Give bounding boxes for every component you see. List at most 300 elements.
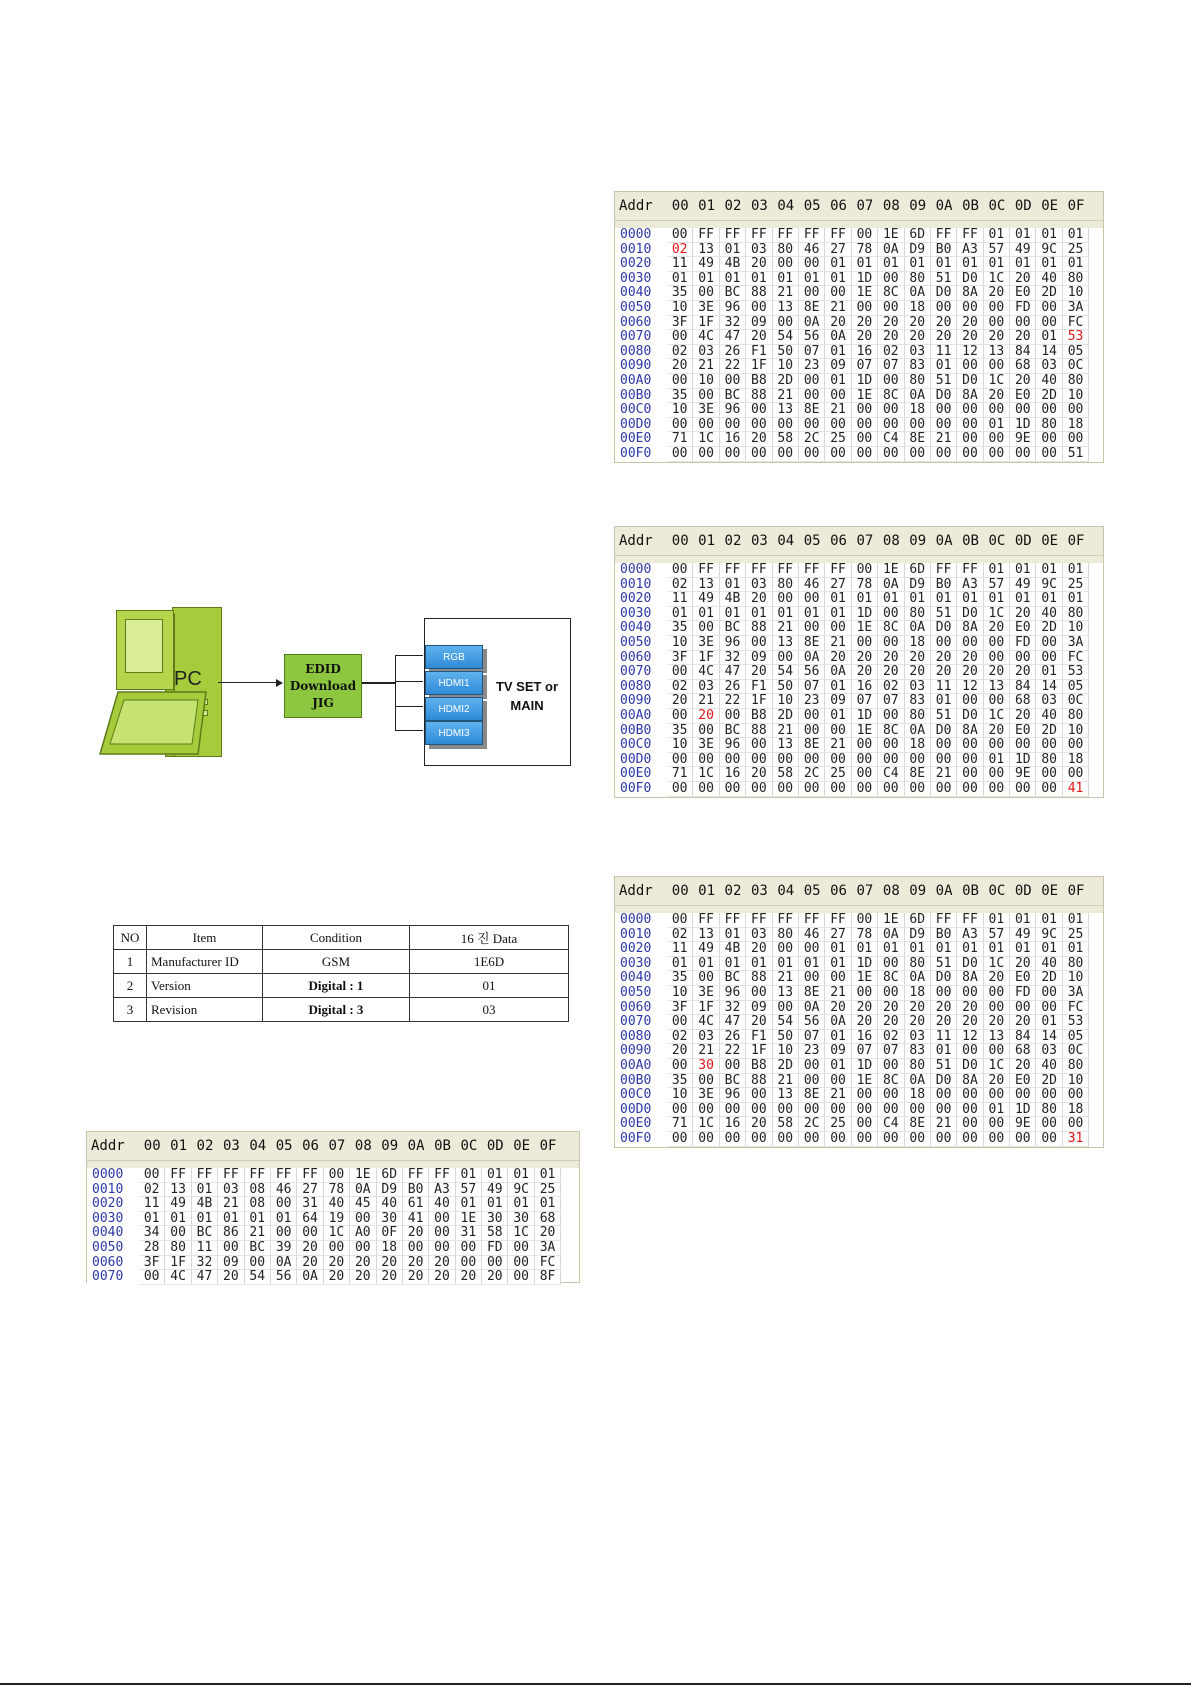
hex-byte: 12 xyxy=(957,680,983,695)
hex-byte: 07 xyxy=(799,1030,825,1045)
hex-row xyxy=(615,257,1103,272)
column-header: 08 xyxy=(882,883,900,899)
hex-byte: 54 xyxy=(773,665,799,680)
hex-byte: 07 xyxy=(852,1044,878,1059)
hex-byte: 20 xyxy=(1010,374,1036,389)
hex-byte: 13 xyxy=(693,928,719,943)
hex-byte: 56 xyxy=(799,1015,825,1030)
hex-byte: 4C xyxy=(693,665,719,680)
hex-byte: 8A xyxy=(957,1074,983,1089)
hex-byte: 10 xyxy=(1063,1074,1089,1089)
column-header: 0B xyxy=(962,883,979,899)
column-header: 02 xyxy=(196,1138,214,1154)
addr-header: Addr xyxy=(619,883,653,899)
hex-byte: 00 xyxy=(667,1015,693,1030)
hex-byte: 13 xyxy=(773,636,799,651)
hex-byte: 1F xyxy=(693,651,719,666)
hex-byte: 00 xyxy=(852,418,878,433)
hex-row xyxy=(87,1212,579,1227)
hex-byte: 00 xyxy=(878,753,904,768)
hex-byte: 4B xyxy=(720,592,746,607)
hex-row xyxy=(615,651,1103,666)
row-address: 00A0 xyxy=(615,709,667,724)
hex-byte: 01 xyxy=(693,607,719,622)
hex-byte: FF xyxy=(799,563,825,578)
column-header: 05 xyxy=(803,533,821,549)
hex-byte: 3F xyxy=(667,651,693,666)
hex-row xyxy=(615,680,1103,695)
hex-byte: 8E xyxy=(799,738,825,753)
hex-byte: 10 xyxy=(667,1088,693,1103)
hex-row xyxy=(615,1088,1103,1103)
hex-byte: FF xyxy=(192,1168,218,1183)
hex-byte: 00 xyxy=(773,782,799,797)
hex-byte: FC xyxy=(1063,651,1089,666)
hex-byte: 00 xyxy=(931,636,957,651)
hex-byte: 61 xyxy=(403,1197,429,1212)
hex-byte: 2D xyxy=(1036,389,1062,404)
hex-byte: 20 xyxy=(1010,665,1036,680)
row-address: 0040 xyxy=(87,1226,139,1241)
hex-byte: 00 xyxy=(984,1132,1010,1147)
hex-byte: 00 xyxy=(1036,782,1062,797)
hex-byte: 11 xyxy=(931,345,957,360)
hex-byte: 1C xyxy=(984,374,1010,389)
hex-byte: 09 xyxy=(825,359,851,374)
hex-byte: 01 xyxy=(878,942,904,957)
hex-byte: 20 xyxy=(931,1015,957,1030)
hex-byte: 08 xyxy=(245,1183,271,1198)
hex-byte: 00 xyxy=(878,1088,904,1103)
hex-byte: 20 xyxy=(1010,272,1036,287)
hex-byte: 00 xyxy=(905,1132,931,1147)
hex-byte: 00 xyxy=(957,432,983,447)
hex-byte: E0 xyxy=(1010,724,1036,739)
hex-byte: 20 xyxy=(984,971,1010,986)
hex-byte: 01 xyxy=(1063,257,1089,272)
hex-byte: 11 xyxy=(931,1030,957,1045)
hex-byte: 1D xyxy=(1010,753,1036,768)
hex-byte: 00 xyxy=(931,447,957,462)
hex-byte: 00 xyxy=(350,1241,376,1256)
hex-byte: 01 xyxy=(1010,228,1036,243)
hex-byte: 20 xyxy=(984,1074,1010,1089)
hex-byte: 1F xyxy=(746,359,772,374)
hex-byte: 31 xyxy=(1063,1132,1089,1147)
hex-byte: 00 xyxy=(957,1117,983,1132)
hex-byte: FC xyxy=(1063,316,1089,331)
hex-byte: 20 xyxy=(852,1001,878,1016)
hex-byte: 01 xyxy=(852,592,878,607)
pc-label: PC xyxy=(174,668,202,690)
hex-byte: 20 xyxy=(1010,957,1036,972)
hex-row xyxy=(615,1015,1103,1030)
hex-byte: 00 xyxy=(878,447,904,462)
hex-byte: 00 xyxy=(984,738,1010,753)
hex-byte: 00 xyxy=(746,753,772,768)
hex-row xyxy=(615,359,1103,374)
hex-byte: 00 xyxy=(957,636,983,651)
hex-byte: 20 xyxy=(377,1256,403,1271)
hex-row xyxy=(615,286,1103,301)
hex-byte: FF xyxy=(720,913,746,928)
hex-byte: 50 xyxy=(773,680,799,695)
hex-row xyxy=(615,694,1103,709)
column-header: 03 xyxy=(750,533,768,549)
hex-byte: 8A xyxy=(957,724,983,739)
hex-column-header xyxy=(615,877,1103,906)
hex-byte: 51 xyxy=(931,374,957,389)
hex-byte: C4 xyxy=(878,432,904,447)
hex-byte: 00 xyxy=(693,971,719,986)
hex-byte: 00 xyxy=(852,1088,878,1103)
hex-byte: 01 xyxy=(746,607,772,622)
hex-byte: 3A xyxy=(1063,636,1089,651)
hex-byte: 32 xyxy=(720,1001,746,1016)
hex-byte: 00 xyxy=(825,389,851,404)
hex-byte: 0A xyxy=(905,724,931,739)
hex-byte: 01 xyxy=(984,592,1010,607)
port-hdmi2: HDMI2 xyxy=(425,697,483,721)
hex-byte: 4C xyxy=(693,330,719,345)
row-address: 0050 xyxy=(615,301,667,316)
hex-byte: 01 xyxy=(1063,228,1089,243)
hex-byte: 00 xyxy=(852,563,878,578)
port-hdmi3: HDMI3 xyxy=(425,721,483,745)
hex-byte: 00 xyxy=(667,374,693,389)
hex-byte: 13 xyxy=(773,1088,799,1103)
hex-byte: 8C xyxy=(878,1074,904,1089)
hex-byte: 00 xyxy=(931,986,957,1001)
hex-byte: 80 xyxy=(1063,607,1089,622)
hex-byte: 18 xyxy=(1063,418,1089,433)
hex-byte: 27 xyxy=(297,1183,323,1198)
hex-row xyxy=(615,447,1103,462)
hex-byte: 54 xyxy=(773,330,799,345)
hex-byte: 0A xyxy=(878,928,904,943)
hex-byte: FF xyxy=(799,913,825,928)
hex-byte: 01 xyxy=(825,680,851,695)
hex-byte: 01 xyxy=(957,257,983,272)
hex-byte: 00 xyxy=(984,359,1010,374)
hex-byte: 0A xyxy=(350,1183,376,1198)
hex-byte: 80 xyxy=(1063,957,1089,972)
hex-byte: 51 xyxy=(931,957,957,972)
hex-byte: 80 xyxy=(905,607,931,622)
hex-byte: 00 xyxy=(720,782,746,797)
hex-byte: BC xyxy=(245,1241,271,1256)
hex-byte: 00 xyxy=(667,418,693,433)
hex-byte: 00 xyxy=(852,432,878,447)
hex-byte: 20 xyxy=(746,1117,772,1132)
hex-byte: 00 xyxy=(746,636,772,651)
hex-byte: 00 xyxy=(165,1226,191,1241)
hex-byte: 18 xyxy=(1063,753,1089,768)
hex-byte: 00 xyxy=(984,782,1010,797)
row-address: 0050 xyxy=(615,986,667,1001)
hex-byte: A3 xyxy=(957,578,983,593)
row-address: 00F0 xyxy=(615,782,667,797)
hex-byte: 49 xyxy=(693,257,719,272)
hex-byte: 0A xyxy=(905,621,931,636)
hex-byte: 00 xyxy=(957,753,983,768)
hex-byte: 0A xyxy=(825,665,851,680)
hex-byte: 3F xyxy=(667,316,693,331)
hex-byte: 20 xyxy=(1010,1015,1036,1030)
hex-byte: 00 xyxy=(773,316,799,331)
hex-byte: 00 xyxy=(878,607,904,622)
hex-byte: 00 xyxy=(931,753,957,768)
hex-byte: 00 xyxy=(1010,782,1036,797)
hex-byte: B0 xyxy=(931,243,957,258)
hex-byte: 01 xyxy=(746,957,772,972)
hex-byte: 00 xyxy=(429,1226,455,1241)
hex-byte: 01 xyxy=(720,243,746,258)
hex-byte: 21 xyxy=(825,1088,851,1103)
hex-byte: 0A xyxy=(799,316,825,331)
hex-byte: 01 xyxy=(825,957,851,972)
hex-byte: 01 xyxy=(931,1044,957,1059)
hex-byte: 3A xyxy=(535,1241,561,1256)
hex-byte: 03 xyxy=(905,345,931,360)
hex-byte: 6D xyxy=(905,913,931,928)
hex-byte: 30 xyxy=(482,1212,508,1227)
hex-byte: 22 xyxy=(720,359,746,374)
hex-byte: FF xyxy=(931,228,957,243)
hex-byte: 21 xyxy=(931,1117,957,1132)
hex-byte: 6D xyxy=(905,228,931,243)
hex-byte: 50 xyxy=(773,1030,799,1045)
column-header: 0A xyxy=(935,198,953,214)
hex-byte: E0 xyxy=(1010,389,1036,404)
hex-byte: 4C xyxy=(165,1270,191,1285)
hex-byte: 01 xyxy=(508,1197,534,1212)
hex-byte: 01 xyxy=(508,1168,534,1183)
hex-byte: 01 xyxy=(825,1059,851,1074)
hex-byte: BC xyxy=(720,286,746,301)
hex-byte: 01 xyxy=(720,607,746,622)
column-header: 0D xyxy=(1014,533,1032,549)
hex-byte: 50 xyxy=(773,345,799,360)
hex-byte: 21 xyxy=(218,1197,244,1212)
hex-byte: 3E xyxy=(693,986,719,1001)
hex-byte: 00 xyxy=(324,1241,350,1256)
hex-byte: 13 xyxy=(984,1030,1010,1045)
hex-byte: FF xyxy=(957,563,983,578)
row-address: 00A0 xyxy=(615,374,667,389)
hex-row xyxy=(615,1074,1103,1089)
hex-byte: 00 xyxy=(1063,1088,1089,1103)
hex-byte: 01 xyxy=(984,942,1010,957)
hex-byte: 1E xyxy=(456,1212,482,1227)
hex-byte: 8C xyxy=(878,971,904,986)
row-address: 0010 xyxy=(615,578,667,593)
hex-byte: 00 xyxy=(693,1103,719,1118)
row-address: 0060 xyxy=(615,1001,667,1016)
hex-byte: 1F xyxy=(165,1256,191,1271)
column-header: 0D xyxy=(1014,883,1032,899)
hex-byte: 00 xyxy=(905,418,931,433)
hex-byte: 00 xyxy=(852,1103,878,1118)
hex-byte: 00 xyxy=(667,665,693,680)
column-header: 09 xyxy=(909,198,927,214)
hex-byte: 2D xyxy=(1036,621,1062,636)
column-header: 0C xyxy=(988,198,1006,214)
hex-row xyxy=(615,1030,1103,1045)
hex-byte: 00 xyxy=(773,1103,799,1118)
hex-byte: 32 xyxy=(720,651,746,666)
hex-byte: 20 xyxy=(984,621,1010,636)
hex-byte: 00 xyxy=(799,753,825,768)
row-address: 00D0 xyxy=(615,1103,667,1118)
hex-byte: 8C xyxy=(878,389,904,404)
hex-byte: 80 xyxy=(905,957,931,972)
hex-byte: 20 xyxy=(403,1270,429,1285)
hex-byte: 40 xyxy=(324,1197,350,1212)
hex-byte: 00 xyxy=(878,403,904,418)
hex-byte: 00 xyxy=(799,942,825,957)
hex-byte: B0 xyxy=(931,578,957,593)
hex-byte: 00 xyxy=(720,447,746,462)
hex-byte: 01 xyxy=(957,592,983,607)
hex-row xyxy=(87,1168,579,1183)
hex-byte: 00 xyxy=(984,316,1010,331)
hex-byte: 01 xyxy=(1036,665,1062,680)
column-header: 07 xyxy=(856,533,874,549)
column-header: 02 xyxy=(724,198,742,214)
hex-byte: 80 xyxy=(1063,272,1089,287)
hex-row xyxy=(615,592,1103,607)
hex-byte: 20 xyxy=(746,942,772,957)
hex-byte: 00 xyxy=(139,1168,165,1183)
hex-byte: A3 xyxy=(957,243,983,258)
hex-byte: 00 xyxy=(773,1001,799,1016)
hex-byte: 20 xyxy=(324,1256,350,1271)
hex-byte: 78 xyxy=(852,243,878,258)
hex-byte: 00 xyxy=(1036,986,1062,1001)
hex-byte: 00 xyxy=(1063,403,1089,418)
hex-byte: 01 xyxy=(667,607,693,622)
hex-byte: 00 xyxy=(878,418,904,433)
hex-byte: 00 xyxy=(720,709,746,724)
hex-byte: 00 xyxy=(825,1074,851,1089)
column-header: 08 xyxy=(882,533,900,549)
hex-byte: 00 xyxy=(1010,1088,1036,1103)
edid-download-jig xyxy=(284,654,362,718)
hex-byte: 05 xyxy=(1063,680,1089,695)
hex-byte: 25 xyxy=(1063,928,1089,943)
hex-byte: 07 xyxy=(878,694,904,709)
hex-byte: 00 xyxy=(667,782,693,797)
hex-byte: 1C xyxy=(324,1226,350,1241)
hex-byte: 2D xyxy=(1036,1074,1062,1089)
hex-byte: E0 xyxy=(1010,621,1036,636)
column-header: 04 xyxy=(777,533,795,549)
hex-byte: 10 xyxy=(1063,389,1089,404)
port-rgb: RGB xyxy=(425,645,483,669)
hex-byte: 01 xyxy=(931,942,957,957)
hex-row xyxy=(87,1256,579,1271)
hex-byte: 80 xyxy=(1036,418,1062,433)
hex-byte: 4C xyxy=(693,1015,719,1030)
hex-byte: FF xyxy=(773,228,799,243)
hex-byte: 20 xyxy=(429,1256,455,1271)
hex-row xyxy=(615,709,1103,724)
hex-byte: 41 xyxy=(403,1212,429,1227)
hex-byte: 00 xyxy=(245,1256,271,1271)
hex-byte: 00 xyxy=(667,709,693,724)
hex-byte: 00 xyxy=(984,767,1010,782)
hex-byte: 00 xyxy=(799,724,825,739)
hex-byte: 1D xyxy=(852,272,878,287)
hex-byte: 00 xyxy=(878,782,904,797)
hex-byte: 02 xyxy=(878,345,904,360)
hex-byte: 0A xyxy=(905,1074,931,1089)
hex-byte: 20 xyxy=(957,1015,983,1030)
hex-row xyxy=(615,578,1103,593)
row-address: 0000 xyxy=(615,563,667,578)
hex-byte: 57 xyxy=(984,928,1010,943)
hex-byte: 01 xyxy=(1010,942,1036,957)
hex-byte: 80 xyxy=(165,1241,191,1256)
cell-no: 3 xyxy=(114,998,147,1022)
hex-byte: 20 xyxy=(1010,607,1036,622)
row-address: 00C0 xyxy=(615,1088,667,1103)
row-address: 0040 xyxy=(615,286,667,301)
hex-byte: 11 xyxy=(192,1241,218,1256)
hex-byte: 00 xyxy=(720,753,746,768)
hex-byte: 20 xyxy=(403,1256,429,1271)
hex-byte: 01 xyxy=(1063,592,1089,607)
hex-byte: 01 xyxy=(482,1168,508,1183)
hex-byte: FF xyxy=(271,1168,297,1183)
hex-byte: 49 xyxy=(165,1197,191,1212)
hex-byte: 01 xyxy=(720,272,746,287)
cell-item: Manufacturer ID xyxy=(147,950,263,974)
hex-byte: 03 xyxy=(1036,1044,1062,1059)
hex-byte: 1C xyxy=(693,1117,719,1132)
tv-label-line: MAIN xyxy=(510,698,544,713)
hex-byte: 00 xyxy=(1010,316,1036,331)
hex-byte: 21 xyxy=(825,403,851,418)
hex-byte: 01 xyxy=(456,1197,482,1212)
hex-byte: 01 xyxy=(1036,330,1062,345)
hex-byte: 01 xyxy=(984,228,1010,243)
hex-byte: 00 xyxy=(403,1241,429,1256)
hex-byte: 1F xyxy=(693,316,719,331)
hex-byte: BC xyxy=(720,389,746,404)
hex-byte: 00 xyxy=(799,709,825,724)
column-header: 05 xyxy=(275,1138,293,1154)
hex-byte: 0A xyxy=(905,389,931,404)
hex-byte: 00 xyxy=(878,1132,904,1147)
hex-byte: 01 xyxy=(931,257,957,272)
hex-byte: 00 xyxy=(508,1256,534,1271)
hex-byte: 3E xyxy=(693,301,719,316)
hex-byte: 10 xyxy=(773,1044,799,1059)
hex-byte: 1F xyxy=(746,694,772,709)
hex-byte: FF xyxy=(825,563,851,578)
hex-byte: 09 xyxy=(746,651,772,666)
port-hdmi1: HDMI1 xyxy=(425,671,483,695)
hex-byte: 00 xyxy=(957,986,983,1001)
hex-byte: 00 xyxy=(746,986,772,1001)
hex-byte: 00 xyxy=(773,447,799,462)
hex-byte: D0 xyxy=(931,971,957,986)
hex-byte: 01 xyxy=(192,1183,218,1198)
hex-byte: 01 xyxy=(878,592,904,607)
monitor-icon xyxy=(116,610,174,690)
